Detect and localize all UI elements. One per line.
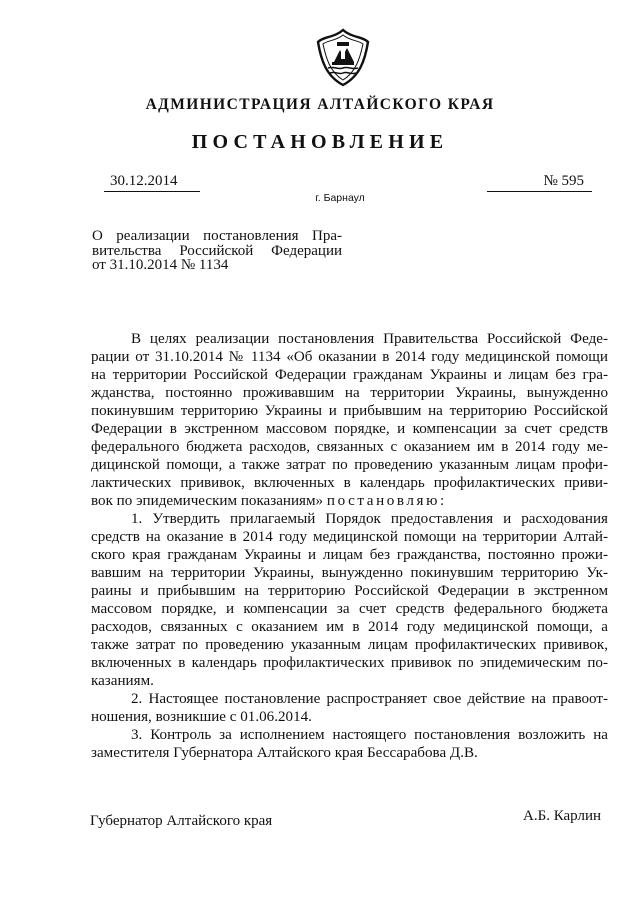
preamble-line: рации от 31.10.2014 № 1134 «Об оказании в 2014 году медицинской помощи [91,349,608,365]
preamble-line: лактических прививок, включенных в календарь профилактических приви- [91,475,608,491]
preamble-line: Федерации в экстренном массовом порядке, и компенсации за счет средств [91,421,608,437]
item-3-line: заместителя Губернатора Алтайского края Бессарабова Д.В. [91,745,478,761]
preamble-line: дицинской помощи, а также затрат по проведению указанным лицам профи- [91,457,608,473]
item-1-line: массовом порядке, и компенсации за счет средств федерального бюджета [91,601,608,617]
document-body [91,330,608,762]
preamble-line: на территории Российской Федерации гражданам Украины и лицам без гра- [91,367,608,383]
item-1-line: вавшим на территории Украины, вынужденно покинувшим территорию Ук- [91,565,608,581]
administration-name: АДМИНИСТРАЦИЯ АЛТАЙСКОГО КРАЯ [145,96,495,113]
document-city: г. Барнаул [315,192,365,204]
document-type-title: ПОСТАНОВЛЕНИЕ [191,131,449,153]
item-1-line: раины и прибывшим на территорию Российской Федерации в экстренном [91,583,608,599]
document-subject [92,229,342,273]
signatory-title: Губернатор Алтайского края [90,813,273,829]
preamble-line: жданства, постоянно проживавшим на территории Украины, вынужденно [91,385,608,401]
item-1-line: включенных в календарь профилактических прививок по эпидемическим по- [91,655,608,671]
signatory-name: А.Б. Карлин [523,808,602,824]
item-1-line: также затрат по проведению указанным лицам профилактических прививок, [91,637,608,653]
item-1-line: ского края гражданам Украины и лицам без гражданства, постоянно прожи- [91,547,608,563]
item-2-line: ношения, возникшие с 01.06.2014. [91,709,312,725]
preamble-last-text: вок по эпидемическим показаниям» [91,493,324,509]
item-1-line: расходов, связанных с оказанием им в 2014 году медицинской помощи, а [91,619,608,635]
subject-line: от 31.10.2014 № 1134 [92,257,229,273]
coat-of-arms-icon [314,26,372,88]
resolve-word: постановляю: [326,493,447,509]
preamble-line: покинувшим территорию Украины и прибывшим на территорию Российской [91,403,608,419]
preamble-line: В целях реализации постановления Правительства Российской Феде- [131,331,608,347]
subject-line: вительства Российской Федерации [92,242,342,259]
item-1-line: средств на оказание в 2014 году медицинской помощи на территории Алтай- [91,529,608,545]
subject-line: О реализации постановления Пра- [92,228,342,244]
item-2-line: 2. Настоящее постановление распространяет свое действие на правоот- [131,691,608,707]
item-1-line: казаниям. [91,673,154,689]
document-number: № 595 [487,173,592,192]
item-1-line: 1. Утвердить прилагаемый Порядок предоставления и расходования [131,511,608,527]
document-date: 30.12.2014 [104,173,200,192]
preamble-line [91,492,608,510]
preamble-line: федерального бюджета расходов, связанных с оказанием им в 2014 году ме- [91,439,608,455]
item-3-line: 3. Контроль за исполнением настоящего постановления возложить на [131,727,608,743]
